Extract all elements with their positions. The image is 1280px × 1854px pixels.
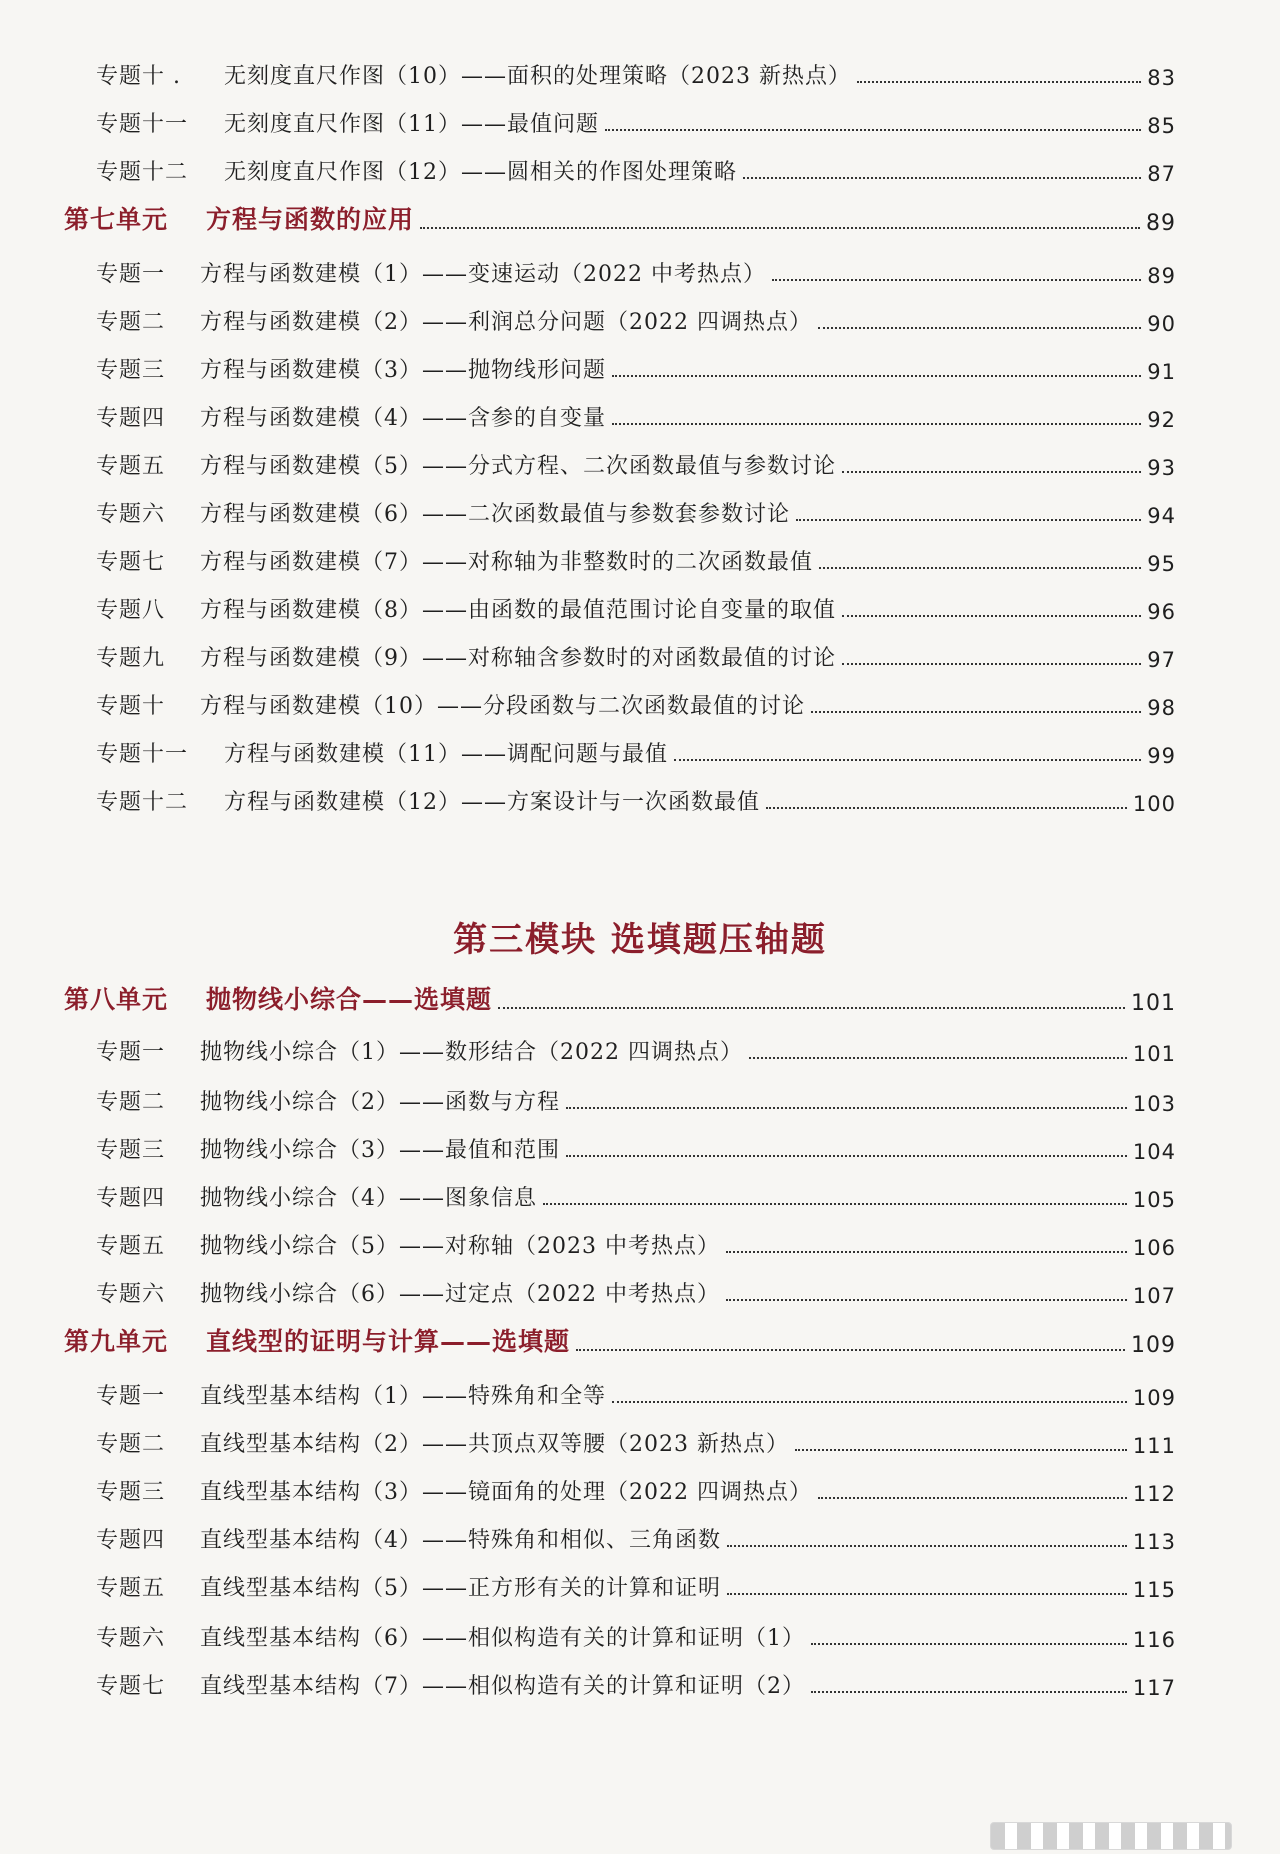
unit-title: 直线型的证明与计算——选填题 [206, 1327, 571, 1356]
topic-row[interactable] [0, 1660, 1280, 1700]
page-number: 90 [1147, 312, 1176, 336]
topic-code: 专题四 [96, 1186, 166, 1211]
topic-code: 专题一 [96, 1040, 166, 1065]
topic-row[interactable] [0, 1514, 1280, 1554]
dot-leader [543, 1201, 1127, 1205]
topic-code: 专题十二 [96, 790, 189, 815]
dot-leader [819, 565, 1141, 569]
topic-title: 直线型基本结构（4）——特殊角和相似、三角函数 [200, 1528, 721, 1553]
topic-row[interactable] [0, 392, 1280, 432]
topic-code: 专题二 [96, 310, 166, 335]
topic-title: 方程与函数建模（1）——变速运动（2022 中考热点） [200, 262, 766, 287]
topic-row[interactable] [0, 1268, 1280, 1308]
page-number: 94 [1147, 504, 1176, 528]
unit-code: 第八单元 [64, 985, 169, 1014]
topic-title: 无刻度直尺作图（10）——面积的处理策略（2023 新热点） [224, 64, 851, 89]
topic-code: 专题十 . [96, 64, 181, 89]
topic-title: 方程与函数建模（9）——对称轴含参数时的对函数最值的讨论 [200, 646, 836, 671]
page-number: 106 [1132, 1236, 1176, 1260]
page-number: 93 [1147, 456, 1176, 480]
dot-leader [857, 79, 1141, 83]
dot-leader [727, 1543, 1127, 1547]
topic-title: 方程与函数建模（11）——调配问题与最值 [224, 742, 668, 767]
topic-title: 无刻度直尺作图（11）——最值问题 [224, 112, 599, 137]
dot-leader [612, 421, 1141, 425]
unit-heading-row[interactable] [0, 976, 1280, 1016]
page-number: 115 [1132, 1578, 1176, 1602]
topic-row[interactable] [0, 1418, 1280, 1458]
topic-row[interactable] [0, 1612, 1280, 1652]
topic-code: 专题五 [96, 1234, 166, 1259]
topic-row[interactable] [0, 440, 1280, 480]
topic-row[interactable] [0, 1370, 1280, 1410]
topic-title: 方程与函数建模（3）——抛物线形问题 [200, 358, 606, 383]
topic-title: 抛物线小综合（1）——数形结合（2022 四调热点） [200, 1040, 743, 1065]
page-number: 83 [1147, 66, 1176, 90]
page-number: 91 [1147, 360, 1176, 384]
dot-leader [605, 127, 1141, 131]
page-number: 87 [1147, 162, 1176, 186]
page-number: 89 [1146, 211, 1176, 236]
topic-row[interactable] [0, 632, 1280, 672]
dot-leader [842, 469, 1141, 473]
dot-leader [566, 1153, 1127, 1157]
dot-leader [772, 277, 1141, 281]
page-number: 89 [1147, 264, 1176, 288]
page-number: 105 [1132, 1188, 1176, 1212]
dot-leader [795, 1447, 1127, 1451]
page-number: 107 [1132, 1284, 1176, 1308]
page-number: 95 [1147, 552, 1176, 576]
unit-title: 方程与函数的应用 [206, 205, 415, 234]
topic-code: 专题二 [96, 1432, 166, 1457]
dot-leader [726, 1297, 1127, 1301]
topic-title: 方程与函数建模（2）——利润总分问题（2022 四调热点） [200, 310, 812, 335]
topic-code: 专题七 [96, 1674, 166, 1699]
page-number: 97 [1147, 648, 1176, 672]
topic-title: 抛物线小综合（5）——对称轴（2023 中考热点） [200, 1234, 720, 1259]
topic-code: 专题十一 [96, 742, 189, 767]
topic-row[interactable] [0, 1172, 1280, 1212]
page-number: 99 [1147, 744, 1176, 768]
topic-title: 方程与函数建模（8）——由函数的最值范围讨论自变量的取值 [200, 598, 836, 623]
page-number: 112 [1132, 1482, 1176, 1506]
dot-leader [612, 1399, 1127, 1403]
page-number: 113 [1132, 1530, 1176, 1554]
page-number: 98 [1147, 696, 1176, 720]
dot-leader [726, 1249, 1127, 1253]
navigation-bar-icon[interactable] [990, 1822, 1232, 1850]
topic-row[interactable] [0, 1466, 1280, 1506]
dot-leader [811, 1641, 1127, 1645]
topic-code: 专题十一 [96, 112, 189, 137]
topic-row[interactable] [0, 680, 1280, 720]
dot-leader [420, 225, 1140, 229]
topic-row[interactable] [0, 296, 1280, 336]
dot-leader [766, 805, 1127, 809]
topic-title: 直线型基本结构（3）——镜面角的处理（2022 四调热点） [200, 1480, 812, 1505]
topic-title: 抛物线小综合（3）——最值和范围 [200, 1138, 560, 1163]
topic-code: 专题十二 [96, 160, 189, 185]
topic-code: 专题五 [96, 1576, 166, 1601]
topic-row[interactable] [0, 584, 1280, 624]
topic-code: 专题一 [96, 1384, 166, 1409]
topic-row[interactable] [0, 50, 1280, 90]
topic-code: 专题八 [96, 598, 166, 623]
dot-leader [612, 373, 1141, 377]
topic-code: 专题一 [96, 262, 166, 287]
topic-code: 专题三 [96, 1480, 166, 1505]
module-heading: 第三模块 选填题压轴题 [453, 920, 827, 960]
topic-code: 专题十 [96, 694, 166, 719]
topic-title: 方程与函数建模（4）——含参的自变量 [200, 406, 606, 431]
dot-leader [566, 1105, 1127, 1109]
topic-row[interactable] [0, 776, 1280, 816]
topic-row[interactable] [0, 248, 1280, 288]
page-number: 85 [1147, 114, 1176, 138]
topic-row[interactable] [0, 536, 1280, 576]
dot-leader [818, 325, 1141, 329]
topic-title: 方程与函数建模（6）——二次函数最值与参数套参数讨论 [200, 502, 790, 527]
page-number: 96 [1147, 600, 1176, 624]
topic-row[interactable] [0, 728, 1280, 768]
topic-title: 直线型基本结构（6）——相似构造有关的计算和证明（1） [200, 1626, 805, 1651]
dot-leader [842, 661, 1141, 665]
unit-heading-row[interactable] [0, 1318, 1280, 1358]
unit-code: 第七单元 [64, 205, 169, 234]
topic-row[interactable] [0, 146, 1280, 186]
page-number: 100 [1132, 792, 1176, 816]
page-number: 92 [1147, 408, 1176, 432]
topic-code: 专题六 [96, 502, 166, 527]
topic-title: 直线型基本结构（5）——正方形有关的计算和证明 [200, 1576, 721, 1601]
topic-code: 专题五 [96, 454, 166, 479]
page-number: 117 [1132, 1676, 1176, 1700]
topic-title: 无刻度直尺作图（12）——圆相关的作图处理策略 [224, 160, 737, 185]
dot-leader [498, 1005, 1125, 1009]
page-number: 116 [1132, 1628, 1176, 1652]
page-number: 111 [1132, 1434, 1176, 1458]
page-number: 101 [1132, 1042, 1176, 1066]
topic-title: 直线型基本结构（7）——相似构造有关的计算和证明（2） [200, 1674, 805, 1699]
topic-title: 抛物线小综合（2）——函数与方程 [200, 1090, 560, 1115]
dot-leader [811, 709, 1141, 713]
topic-row[interactable] [0, 1562, 1280, 1602]
topic-code: 专题三 [96, 358, 166, 383]
topic-title: 方程与函数建模（7）——对称轴为非整数时的二次函数最值 [200, 550, 813, 575]
topic-title: 方程与函数建模（10）——分段函数与二次函数最值的讨论 [200, 694, 805, 719]
topic-row[interactable] [0, 344, 1280, 384]
topic-title: 方程与函数建模（12）——方案设计与一次函数最值 [224, 790, 760, 815]
topic-row[interactable] [0, 1220, 1280, 1260]
topic-code: 专题六 [96, 1282, 166, 1307]
page-number: 104 [1132, 1140, 1176, 1164]
topic-code: 专题二 [96, 1090, 166, 1115]
unit-code: 第九单元 [64, 1327, 169, 1356]
topic-row[interactable] [0, 1124, 1280, 1164]
dot-leader [749, 1055, 1127, 1059]
topic-row[interactable] [0, 1076, 1280, 1116]
topic-code: 专题九 [96, 646, 166, 671]
unit-heading-row[interactable] [0, 196, 1280, 236]
dot-leader [818, 1495, 1127, 1499]
topic-code: 专题四 [96, 1528, 166, 1553]
topic-title: 直线型基本结构（2）——共顶点双等腰（2023 新热点） [200, 1432, 789, 1457]
dot-leader [743, 175, 1141, 179]
page-number: 103 [1132, 1092, 1176, 1116]
topic-title: 抛物线小综合（6）——过定点（2022 中考热点） [200, 1282, 720, 1307]
topic-row[interactable] [0, 488, 1280, 528]
unit-title: 抛物线小综合——选填题 [206, 985, 493, 1014]
dot-leader [576, 1347, 1125, 1351]
topic-title: 直线型基本结构（1）——特殊角和全等 [200, 1384, 606, 1409]
dot-leader [842, 613, 1141, 617]
topic-title: 抛物线小综合（4）——图象信息 [200, 1186, 537, 1211]
page-number: 109 [1131, 1333, 1176, 1358]
dot-leader [796, 517, 1141, 521]
topic-code: 专题四 [96, 406, 166, 431]
topic-code: 专题六 [96, 1626, 166, 1651]
topic-row[interactable] [0, 98, 1280, 138]
topic-row[interactable] [0, 1026, 1280, 1066]
page-number: 109 [1132, 1386, 1176, 1410]
page-number: 101 [1131, 991, 1176, 1016]
dot-leader [727, 1591, 1127, 1595]
topic-title: 方程与函数建模（5）——分式方程、二次函数最值与参数讨论 [200, 454, 836, 479]
topic-code: 专题七 [96, 550, 166, 575]
topic-code: 专题三 [96, 1138, 166, 1163]
dot-leader [674, 757, 1141, 761]
dot-leader [811, 1689, 1127, 1693]
